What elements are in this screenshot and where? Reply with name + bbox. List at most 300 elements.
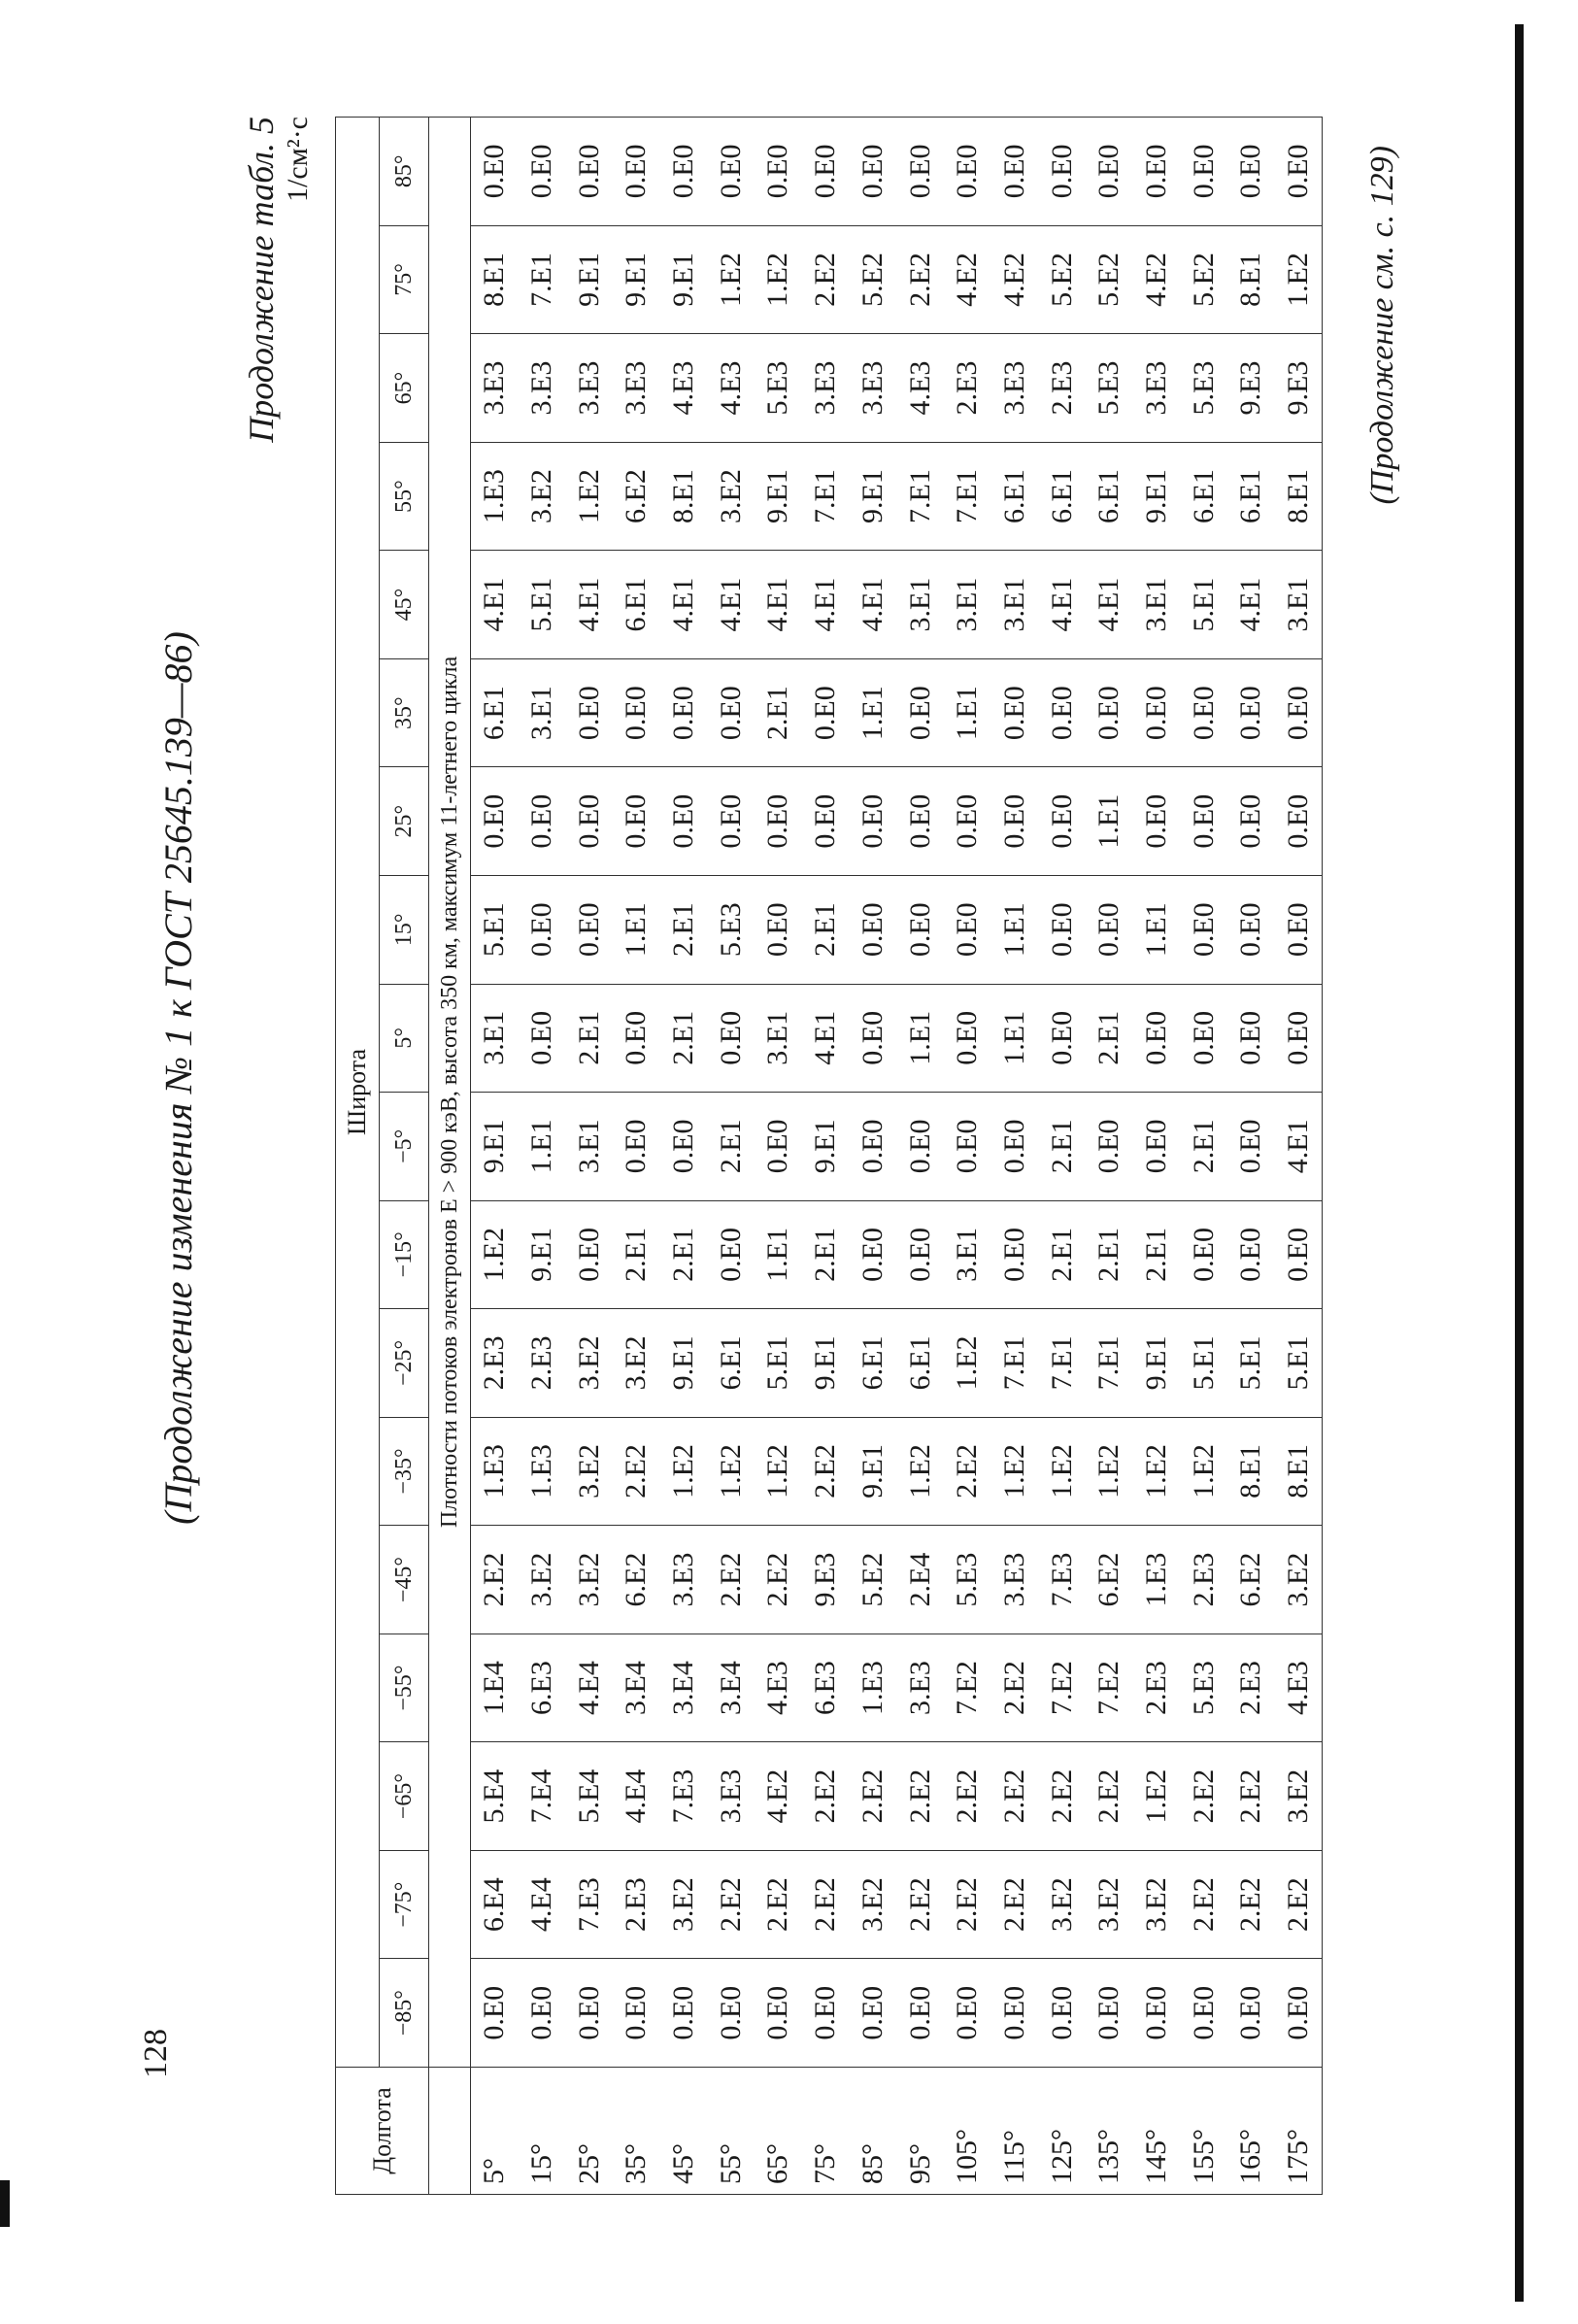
table-row <box>471 118 519 2195</box>
scan-mark <box>0 2180 10 2227</box>
flux-value-cell: 2.E2 <box>896 1850 944 1959</box>
flux-value-cell: 6.E1 <box>707 1309 755 1418</box>
flux-value-cell: 2.E2 <box>755 1526 802 1634</box>
flux-value-cell: 0.E0 <box>1133 1959 1181 2068</box>
flux-value-cell: 1.E1 <box>991 875 1039 984</box>
flux-value-cell: 0.E0 <box>1180 875 1227 984</box>
flux-value-cell: 0.E0 <box>1133 984 1181 1093</box>
flux-value-cell: 8.E1 <box>1275 442 1323 551</box>
flux-value-cell: 0.E0 <box>896 767 944 876</box>
flux-value-cell: 9.E1 <box>1133 442 1181 551</box>
flux-value-cell: 3.E3 <box>991 1526 1039 1634</box>
flux-value-cell: 3.E3 <box>1133 334 1181 443</box>
longitude-cell: 5° <box>471 2068 519 2195</box>
flux-value-cell: 0.E0 <box>1086 658 1133 767</box>
flux-value-cell: 9.E3 <box>1275 334 1323 443</box>
flux-value-cell: 2.E2 <box>1227 1850 1275 1959</box>
flux-value-cell: 3.E3 <box>707 1742 755 1851</box>
table-row <box>565 118 613 2195</box>
flux-value-cell: 0.E0 <box>944 767 991 876</box>
flux-value-cell: 2.E2 <box>1038 1742 1086 1851</box>
flux-value-cell: 5.E3 <box>1086 334 1133 443</box>
flux-value-cell: 5.E2 <box>1180 225 1227 334</box>
flux-value-cell: 2.E1 <box>802 875 850 984</box>
flux-value-cell: 5.E3 <box>1180 1634 1227 1742</box>
flux-value-cell: 5.E3 <box>755 334 802 443</box>
flux-value-cell: 0.E0 <box>471 118 519 226</box>
flux-value-cell: 0.E0 <box>1180 767 1227 876</box>
flux-value-cell: 3.E1 <box>565 1093 613 1201</box>
flux-value-cell: 0.E0 <box>850 984 897 1093</box>
flux-value-cell: 3.E1 <box>991 551 1039 659</box>
flux-value-cell: 3.E2 <box>519 442 566 551</box>
flux-value-cell: 0.E0 <box>1086 1959 1133 2068</box>
flux-value-cell: 4.E3 <box>660 334 708 443</box>
flux-value-cell: 2.E2 <box>896 225 944 334</box>
flux-value-cell: 0.E0 <box>565 875 613 984</box>
flux-value-cell: 1.E1 <box>896 984 944 1093</box>
flux-value-cell: 0.E0 <box>1275 1959 1323 2068</box>
flux-value-cell: 2.E1 <box>1038 1093 1086 1201</box>
flux-value-cell: 4.E4 <box>613 1742 660 1851</box>
flux-value-cell: 1.E3 <box>850 1634 897 1742</box>
table-row <box>850 118 897 2195</box>
flux-value-cell: 0.E0 <box>1086 118 1133 226</box>
continued-note: (Продолжение см. с. 129) <box>1364 146 1400 505</box>
flux-value-cell: 4.E1 <box>660 551 708 659</box>
flux-value-cell: 3.E3 <box>991 334 1039 443</box>
flux-value-cell: 3.E2 <box>850 1850 897 1959</box>
flux-value-cell: 3.E2 <box>613 1309 660 1418</box>
table-caption <box>243 117 314 443</box>
flux-value-cell: 5.E2 <box>1038 225 1086 334</box>
flux-value-cell: 0.E0 <box>1227 1959 1275 2068</box>
flux-value-cell: 3.E3 <box>802 334 850 443</box>
flux-value-cell: 4.E4 <box>565 1634 613 1742</box>
flux-value-cell: 7.E3 <box>1038 1526 1086 1634</box>
flux-value-cell: 2.E1 <box>1038 1200 1086 1309</box>
flux-value-cell: 0.E0 <box>944 875 991 984</box>
flux-value-cell: 0.E0 <box>1227 658 1275 767</box>
longitude-cell: 35° <box>613 2068 660 2195</box>
flux-value-cell: 1.E2 <box>707 225 755 334</box>
flux-value-cell: 4.E3 <box>896 334 944 443</box>
flux-value-cell: 4.E1 <box>471 551 519 659</box>
flux-value-cell: 3.E3 <box>660 1526 708 1634</box>
longitude-header: Долгота <box>336 2068 429 2195</box>
table-row <box>1180 118 1227 2195</box>
flux-value-cell: 0.E0 <box>991 767 1039 876</box>
flux-value-cell: 2.E2 <box>707 1526 755 1634</box>
flux-value-cell: 0.E0 <box>1227 984 1275 1093</box>
flux-value-cell: 3.E3 <box>519 334 566 443</box>
flux-value-cell: 4.E1 <box>850 551 897 659</box>
longitude-cell: 135° <box>1086 2068 1133 2195</box>
flux-value-cell: 0.E0 <box>755 118 802 226</box>
document-header: (Продолжение изменения № 1 к ГОСТ 25645.139—86) <box>156 631 200 1525</box>
flux-value-cell: 2.E1 <box>660 984 708 1093</box>
flux-value-cell: 6.E1 <box>1038 442 1086 551</box>
flux-value-cell: 0.E0 <box>991 1093 1039 1201</box>
flux-value-cell: 0.E0 <box>944 118 991 226</box>
flux-value-cell: 3.E2 <box>565 1309 613 1418</box>
flux-value-cell: 5.E1 <box>471 875 519 984</box>
flux-value-cell: 8.E1 <box>1275 1417 1323 1526</box>
flux-value-cell: 3.E1 <box>471 984 519 1093</box>
flux-value-cell: 9.E1 <box>565 225 613 334</box>
flux-value-cell: 1.E1 <box>944 658 991 767</box>
latitude-header-cell: 85° <box>380 118 429 226</box>
flux-value-cell: 0.E0 <box>660 658 708 767</box>
flux-value-cell: 1.E3 <box>519 1417 566 1526</box>
flux-value-cell: 0.E0 <box>565 767 613 876</box>
flux-value-cell: 1.E2 <box>1133 1742 1181 1851</box>
table-row <box>802 118 850 2195</box>
flux-value-cell: 0.E0 <box>1038 118 1086 226</box>
latitude-group-header: Широта <box>336 118 380 2068</box>
flux-value-cell: 4.E2 <box>1133 225 1181 334</box>
table-row <box>944 118 991 2195</box>
flux-value-cell: 5.E2 <box>850 1526 897 1634</box>
flux-value-cell: 0.E0 <box>896 875 944 984</box>
flux-value-cell: 0.E0 <box>613 118 660 226</box>
flux-value-cell: 2.E1 <box>1133 1200 1181 1309</box>
flux-value-cell: 4.E3 <box>1275 1634 1323 1742</box>
flux-value-cell: 0.E0 <box>660 118 708 226</box>
latitude-header-cell: 75° <box>380 225 429 334</box>
flux-value-cell: 7.E3 <box>660 1742 708 1851</box>
flux-value-cell: 1.E2 <box>755 225 802 334</box>
flux-value-cell: 2.E2 <box>707 1850 755 1959</box>
flux-value-cell: 0.E0 <box>1038 1959 1086 2068</box>
flux-value-cell: 6.E1 <box>1180 442 1227 551</box>
flux-value-cell: 3.E2 <box>1275 1526 1323 1634</box>
flux-value-cell: 2.E2 <box>1086 1742 1133 1851</box>
flux-value-cell: 3.E2 <box>565 1417 613 1526</box>
table-row <box>707 118 755 2195</box>
flux-value-cell: 0.E0 <box>896 1959 944 2068</box>
flux-value-cell: 6.E1 <box>896 1309 944 1418</box>
flux-value-cell: 3.E2 <box>707 442 755 551</box>
flux-value-cell: 0.E0 <box>755 1093 802 1201</box>
flux-value-cell: 4.E1 <box>1227 551 1275 659</box>
flux-value-cell: 6.E1 <box>471 658 519 767</box>
flux-value-cell: 0.E0 <box>850 767 897 876</box>
flux-value-cell: 6.E1 <box>991 442 1039 551</box>
flux-value-cell: 6.E4 <box>471 1850 519 1959</box>
flux-value-cell: 0.E0 <box>1086 1093 1133 1201</box>
flux-value-cell: 2.E1 <box>660 875 708 984</box>
flux-value-cell: 3.E1 <box>944 1200 991 1309</box>
flux-value-cell: 2.E1 <box>1086 984 1133 1093</box>
table-row <box>1227 118 1275 2195</box>
flux-value-cell: 2.E3 <box>519 1309 566 1418</box>
latitude-header-cell: 35° <box>380 658 429 767</box>
latitude-header-cell: 55° <box>380 442 429 551</box>
flux-value-cell: 4.E1 <box>707 551 755 659</box>
table-row <box>660 118 708 2195</box>
flux-value-cell: 3.E3 <box>850 334 897 443</box>
flux-value-cell: 2.E2 <box>802 1417 850 1526</box>
flux-value-cell: 2.E2 <box>896 1742 944 1851</box>
flux-value-cell: 0.E0 <box>519 984 566 1093</box>
flux-value-cell: 4.E1 <box>565 551 613 659</box>
flux-value-cell: 0.E0 <box>707 1959 755 2068</box>
flux-value-cell: 0.E0 <box>802 767 850 876</box>
flux-value-cell: 4.E1 <box>1086 551 1133 659</box>
flux-value-cell: 0.E0 <box>613 658 660 767</box>
flux-value-cell: 2.E2 <box>944 1742 991 1851</box>
flux-value-cell: 2.E2 <box>802 1850 850 1959</box>
flux-value-cell: 0.E0 <box>565 118 613 226</box>
flux-value-cell: 0.E0 <box>896 658 944 767</box>
flux-value-cell: 3.E2 <box>660 1850 708 1959</box>
flux-value-cell: 9.E1 <box>660 1309 708 1418</box>
flux-value-cell: 2.E1 <box>1180 1093 1227 1201</box>
flux-value-cell: 0.E0 <box>707 767 755 876</box>
flux-value-cell: 1.E2 <box>944 1309 991 1418</box>
flux-value-cell: 4.E1 <box>1275 1093 1323 1201</box>
flux-value-cell: 2.E2 <box>944 1850 991 1959</box>
latitude-header-cell: −75° <box>380 1850 429 1959</box>
table-row <box>1275 118 1323 2195</box>
flux-value-cell: 0.E0 <box>1180 984 1227 1093</box>
flux-value-cell: 0.E0 <box>519 767 566 876</box>
flux-value-cell: 9.E1 <box>802 1093 850 1201</box>
flux-value-cell: 0.E0 <box>991 1959 1039 2068</box>
flux-value-cell: 0.E0 <box>850 118 897 226</box>
flux-value-cell: 7.E2 <box>1038 1634 1086 1742</box>
flux-value-cell: 2.E2 <box>802 1742 850 1851</box>
flux-value-cell: 0.E0 <box>1275 875 1323 984</box>
flux-value-cell: 1.E2 <box>1180 1417 1227 1526</box>
flux-value-cell: 1.E2 <box>1133 1417 1181 1526</box>
latitude-header-cell: −55° <box>380 1634 429 1742</box>
flux-value-cell: 3.E1 <box>1275 551 1323 659</box>
flux-value-cell: 1.E3 <box>471 1417 519 1526</box>
flux-value-cell: 2.E3 <box>471 1309 519 1418</box>
flux-value-cell: 7.E3 <box>565 1850 613 1959</box>
flux-value-cell: 0.E0 <box>660 767 708 876</box>
flux-value-cell: 0.E0 <box>850 1959 897 2068</box>
flux-value-cell: 1.E1 <box>1133 875 1181 984</box>
longitude-cell: 115° <box>991 2068 1039 2195</box>
flux-value-cell: 4.E2 <box>991 225 1039 334</box>
flux-value-cell: 4.E3 <box>707 334 755 443</box>
flux-value-cell: 9.E1 <box>613 225 660 334</box>
flux-value-cell: 5.E4 <box>471 1742 519 1851</box>
flux-value-cell: 9.E1 <box>755 442 802 551</box>
flux-value-cell: 2.E1 <box>802 1200 850 1309</box>
margin-rule <box>1515 24 1524 2302</box>
flux-value-cell: 0.E0 <box>944 1093 991 1201</box>
flux-value-cell: 3.E2 <box>1133 1850 1181 1959</box>
longitude-cell: 75° <box>802 2068 850 2195</box>
flux-value-cell: 0.E0 <box>802 1959 850 2068</box>
flux-value-cell: 1.E1 <box>1086 767 1133 876</box>
flux-value-cell: 0.E0 <box>1038 658 1086 767</box>
flux-value-cell: 0.E0 <box>850 1093 897 1201</box>
flux-value-cell: 2.E1 <box>755 658 802 767</box>
flux-value-cell: 0.E0 <box>519 875 566 984</box>
table-body <box>429 118 1323 2195</box>
flux-value-cell: 1.E4 <box>471 1634 519 1742</box>
flux-value-cell: 2.E2 <box>1275 1850 1323 1959</box>
flux-value-cell: 0.E0 <box>1275 984 1323 1093</box>
flux-value-cell: 1.E3 <box>471 442 519 551</box>
flux-value-cell: 7.E1 <box>1086 1309 1133 1418</box>
flux-value-cell: 5.E3 <box>707 875 755 984</box>
flux-value-cell: 0.E0 <box>1275 658 1323 767</box>
flux-value-cell: 3.E2 <box>1038 1850 1086 1959</box>
flux-value-cell: 2.E2 <box>850 1742 897 1851</box>
flux-value-cell: 0.E0 <box>1133 1093 1181 1201</box>
flux-value-cell: 0.E0 <box>1133 118 1181 226</box>
table-row <box>991 118 1039 2195</box>
flux-value-cell: 2.E2 <box>802 225 850 334</box>
flux-value-cell: 3.E2 <box>1086 1850 1133 1959</box>
latitude-header-cell: −85° <box>380 1959 429 2068</box>
flux-value-cell: 6.E2 <box>613 1526 660 1634</box>
flux-value-cell: 0.E0 <box>1180 1959 1227 2068</box>
flux-value-cell: 0.E0 <box>1275 767 1323 876</box>
flux-value-cell: 7.E2 <box>1086 1634 1133 1742</box>
latitude-header-cell: 65° <box>380 334 429 443</box>
table-units: 1/см²·с <box>281 117 314 202</box>
flux-value-cell: 1.E3 <box>1133 1526 1181 1634</box>
flux-value-cell: 2.E3 <box>1133 1634 1181 1742</box>
table-row <box>1086 118 1133 2195</box>
flux-value-cell: 2.E1 <box>1086 1200 1133 1309</box>
flux-value-cell: 8.E1 <box>471 225 519 334</box>
flux-value-cell: 7.E2 <box>944 1634 991 1742</box>
flux-value-cell: 3.E1 <box>1133 551 1181 659</box>
flux-value-cell: 0.E0 <box>802 658 850 767</box>
flux-value-cell: 0.E0 <box>1133 658 1181 767</box>
flux-value-cell: 2.E1 <box>613 1200 660 1309</box>
flux-value-cell: 0.E0 <box>1180 658 1227 767</box>
flux-value-cell: 1.E1 <box>755 1200 802 1309</box>
table-row <box>519 118 566 2195</box>
flux-value-cell: 1.E1 <box>519 1093 566 1201</box>
flux-value-cell: 5.E4 <box>565 1742 613 1851</box>
flux-value-cell: 4.E1 <box>802 551 850 659</box>
flux-value-cell: 7.E1 <box>944 442 991 551</box>
latitude-header-cell: −15° <box>380 1200 429 1309</box>
table-row <box>1038 118 1086 2195</box>
flux-value-cell: 9.E1 <box>471 1093 519 1201</box>
flux-value-cell: 3.E2 <box>1275 1742 1323 1851</box>
flux-value-cell: 0.E0 <box>944 984 991 1093</box>
flux-value-cell: 0.E0 <box>991 118 1039 226</box>
flux-value-cell: 0.E0 <box>1180 1200 1227 1309</box>
flux-value-cell: 5.E1 <box>1227 1309 1275 1418</box>
flux-value-cell: 3.E4 <box>613 1634 660 1742</box>
flux-value-cell: 0.E0 <box>802 118 850 226</box>
flux-value-cell: 1.E2 <box>991 1417 1039 1526</box>
flux-value-cell: 1.E1 <box>991 984 1039 1093</box>
flux-value-cell: 1.E1 <box>850 658 897 767</box>
table-row <box>896 118 944 2195</box>
flux-value-cell: 4.E3 <box>755 1634 802 1742</box>
longitude-cell: 125° <box>1038 2068 1086 2195</box>
flux-value-cell: 6.E1 <box>1086 442 1133 551</box>
flux-value-cell: 3.E4 <box>660 1634 708 1742</box>
longitude-cell: 15° <box>519 2068 566 2195</box>
flux-value-cell: 0.E0 <box>707 984 755 1093</box>
flux-value-cell: 7.E4 <box>519 1742 566 1851</box>
page-number: 128 <box>138 2029 174 2078</box>
flux-value-cell: 0.E0 <box>565 1959 613 2068</box>
flux-value-cell: 6.E3 <box>802 1634 850 1742</box>
flux-value-cell: 2.E3 <box>944 334 991 443</box>
longitude-cell: 165° <box>1227 2068 1275 2195</box>
flux-value-cell: 9.E1 <box>660 225 708 334</box>
flux-value-cell: 2.E2 <box>991 1742 1039 1851</box>
flux-value-cell: 0.E0 <box>660 1959 708 2068</box>
flux-value-cell: 6.E3 <box>519 1634 566 1742</box>
flux-value-cell: 0.E0 <box>471 767 519 876</box>
flux-value-cell: 9.E3 <box>802 1526 850 1634</box>
flux-value-cell: 2.E2 <box>613 1417 660 1526</box>
longitude-cell: 155° <box>1180 2068 1227 2195</box>
flux-value-cell: 4.E1 <box>755 551 802 659</box>
table-row <box>1133 118 1181 2195</box>
flux-value-cell: 2.E2 <box>755 1850 802 1959</box>
flux-value-cell: 6.E1 <box>1227 442 1275 551</box>
flux-value-cell: 0.E0 <box>613 984 660 1093</box>
flux-value-cell: 2.E2 <box>944 1417 991 1526</box>
flux-value-cell: 1.E2 <box>1086 1417 1133 1526</box>
flux-value-cell: 0.E0 <box>707 658 755 767</box>
flux-value-cell: 4.E2 <box>755 1742 802 1851</box>
flux-value-cell: 3.E3 <box>613 334 660 443</box>
flux-value-cell: 4.E4 <box>519 1850 566 1959</box>
flux-value-cell: 9.E1 <box>802 1309 850 1418</box>
flux-value-cell: 3.E3 <box>896 1634 944 1742</box>
latitude-header-cell: −25° <box>380 1309 429 1418</box>
flux-value-cell: 1.E2 <box>896 1417 944 1526</box>
flux-value-cell: 2.E1 <box>660 1200 708 1309</box>
flux-value-cell: 4.E1 <box>1038 551 1086 659</box>
flux-value-cell: 5.E1 <box>1180 1309 1227 1418</box>
flux-value-cell: 5.E2 <box>1086 225 1133 334</box>
flux-value-cell: 7.E1 <box>802 442 850 551</box>
flux-value-cell: 0.E0 <box>565 1200 613 1309</box>
flux-value-cell: 6.E2 <box>613 442 660 551</box>
table-row <box>613 118 660 2195</box>
flux-value-cell: 0.E0 <box>991 1200 1039 1309</box>
flux-value-cell: 4.E2 <box>944 225 991 334</box>
flux-value-cell: 0.E0 <box>565 658 613 767</box>
longitude-cell: 45° <box>660 2068 708 2195</box>
flux-value-cell: 0.E0 <box>1227 875 1275 984</box>
flux-value-cell: 2.E1 <box>565 984 613 1093</box>
flux-value-cell: 3.E2 <box>565 1526 613 1634</box>
flux-value-cell: 0.E0 <box>1038 875 1086 984</box>
flux-value-cell: 3.E1 <box>755 984 802 1093</box>
flux-value-cell: 0.E0 <box>613 1093 660 1201</box>
section-empty-cell <box>429 2068 471 2195</box>
flux-value-cell: 6.E2 <box>1227 1526 1275 1634</box>
flux-value-cell: 3.E4 <box>707 1634 755 1742</box>
flux-value-cell: 6.E2 <box>1086 1526 1133 1634</box>
flux-value-cell: 0.E0 <box>896 118 944 226</box>
flux-density-table <box>335 117 1323 2195</box>
flux-value-cell: 2.E3 <box>1180 1526 1227 1634</box>
flux-value-cell: 5.E3 <box>944 1526 991 1634</box>
latitude-header-cell: 45° <box>380 551 429 659</box>
